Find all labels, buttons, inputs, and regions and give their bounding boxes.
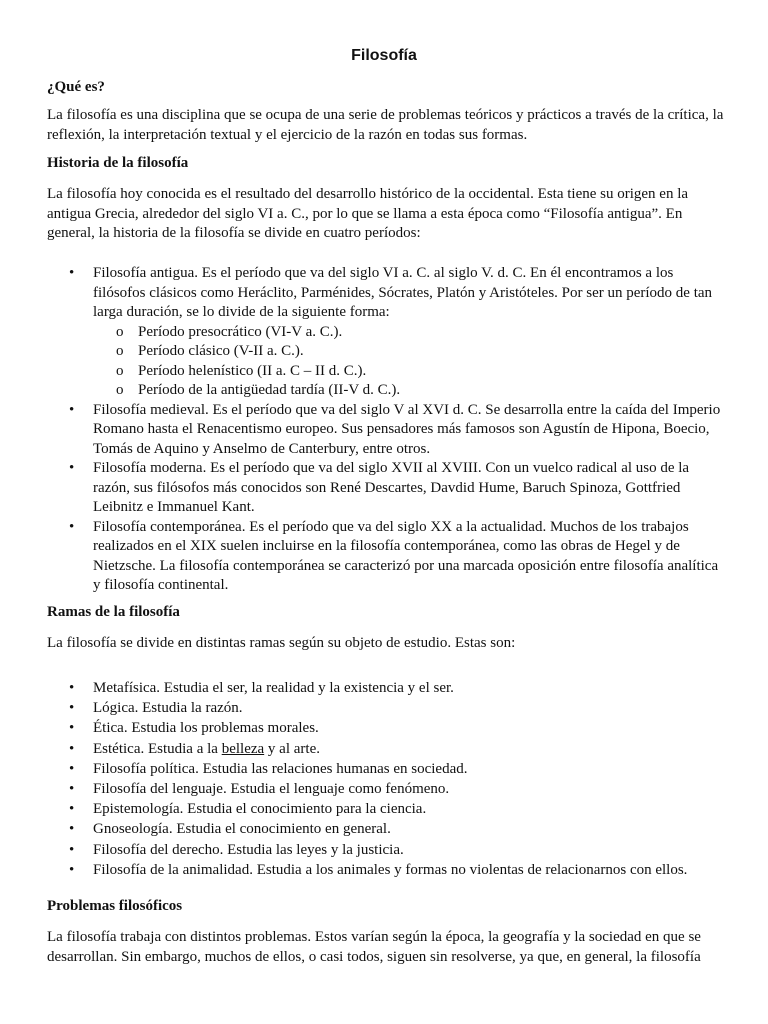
paragraph-problemas: La filosofía trabaja con distintos problemas. Estos varían según la época, la geografía y la sociedad en que se desarrollan. Sin embargo, muchos de ellos, o casi todos, siguen sin resolverse, ya que, en general, la filosofía xyxy=(47,929,701,965)
heading-ramas: Ramas de la filosofía xyxy=(47,604,180,620)
list-item-branch: • Filosofía política. Estudia las relaciones humanas en sociedad. xyxy=(47,759,727,779)
estetica-text-before: Estética. Estudia a la xyxy=(93,740,222,757)
list-item-branch: • Ética. Estudia los problemas morales. xyxy=(47,718,727,738)
belleza-link[interactable]: belleza xyxy=(221,740,265,757)
heading-historia: Historia de la filosofía xyxy=(47,155,189,171)
heading-problemas: Problemas filosóficos xyxy=(47,898,183,914)
list-item-period-antigua xyxy=(47,264,727,401)
periods-list xyxy=(47,264,727,596)
paragraph-ramas: La filosofía se divide en distintas ramas según su objeto de estudio. Estas son: xyxy=(47,635,516,651)
list-item-branch: • Gnoseología. Estudia el conocimiento en general. xyxy=(47,819,727,839)
list-item-branch: • Filosofía de la animalidad. Estudia a los animales y formas no violentas de relacionarnos con ellos. xyxy=(47,860,727,880)
list-item-period-contemporanea: • Filosofía contemporánea. Es el período que va del siglo XX a la actualidad. Muchos de los trabajos realizados en el XIX suelen incluirse en la filosofía contemporánea, como las obras de Hegel y de Nietzsche. La filosofía contemporánea se caracterizó por una marcada oposición entre filosofía analítica y filosofía continental. xyxy=(47,518,727,596)
list-item-branch-estetica xyxy=(47,739,727,759)
list-item-subperiod: o Período helenístico (II a. C – II d. C.). xyxy=(93,362,727,382)
list-item-branch: • Filosofía del derecho. Estudia las leyes y la justicia. xyxy=(47,840,727,860)
list-item-period-medieval: • Filosofía medieval. Es el período que va del siglo V al XVI d. C. Se desarrolla entre la caída del Imperio Romano hasta el Renacentismo europeo. Sus pensadores más famosos son Agustín de Hipona, Boecio, Tomás de Aquino y Anselmo de Canterbury, entre otros. xyxy=(47,401,727,460)
paragraph-que-es: La filosofía es una disciplina que se ocupa de una serie de problemas teóricos y prácticos a través de la crítica, la reflexión, la interpretación textual y el ejercicio de la razón en todas sus formas. xyxy=(47,107,724,143)
list-item-branch: • Epistemología. Estudia el conocimiento para la ciencia. xyxy=(47,799,727,819)
paragraph-historia: La filosofía hoy conocida es el resultado del desarrollo histórico de la occidental. Esta tiene su origen en la antigua Grecia, alrededor del siglo VI a. C., por lo que se llama a esta época como “Filosofía antigua”. En general, la historia de la filosofía se divide en cuatro períodos: xyxy=(47,186,689,241)
list-item-branch: • Filosofía del lenguaje. Estudia el lenguaje como fenómeno. xyxy=(47,779,727,799)
subperiods-list xyxy=(93,323,727,401)
page-title: Filosofía xyxy=(351,47,417,64)
estetica-text-after: y al arte. xyxy=(264,740,320,757)
list-item-subperiod: o Período clásico (V-II a. C.). xyxy=(93,342,727,362)
list-item-period-moderna: • Filosofía moderna. Es el período que va del siglo XVII al XVIII. Con un vuelco radical al uso de la razón, sus filósofos más conocidos son René Descartes, Davdid Hume, Baruch Spinoza, Gottfried Leibnitz e Immanuel Kant. xyxy=(47,459,727,518)
list-item-branch: • Metafísica. Estudia el ser, la realidad y la existencia y el ser. xyxy=(47,678,727,698)
branches-list xyxy=(47,678,727,880)
list-item-branch: • Lógica. Estudia la razón. xyxy=(47,698,727,718)
period-antigua-text: Filosofía antigua. Es el período que va del siglo VI a. C. al siglo V. d. C. En él encontramos a los filósofos clásicos como Heráclito, Parménides, Sócrates, Platón y Aristóteles. Por ser un período de tan larga duración, se lo divide de la siguiente forma: xyxy=(93,265,713,320)
list-item-subperiod: o Período de la antigüedad tardía (II-V d. C.). xyxy=(93,381,727,401)
heading-que-es: ¿Qué es? xyxy=(47,79,105,95)
list-item-subperiod: o Período presocrático (VI-V a. C.). xyxy=(93,323,727,343)
